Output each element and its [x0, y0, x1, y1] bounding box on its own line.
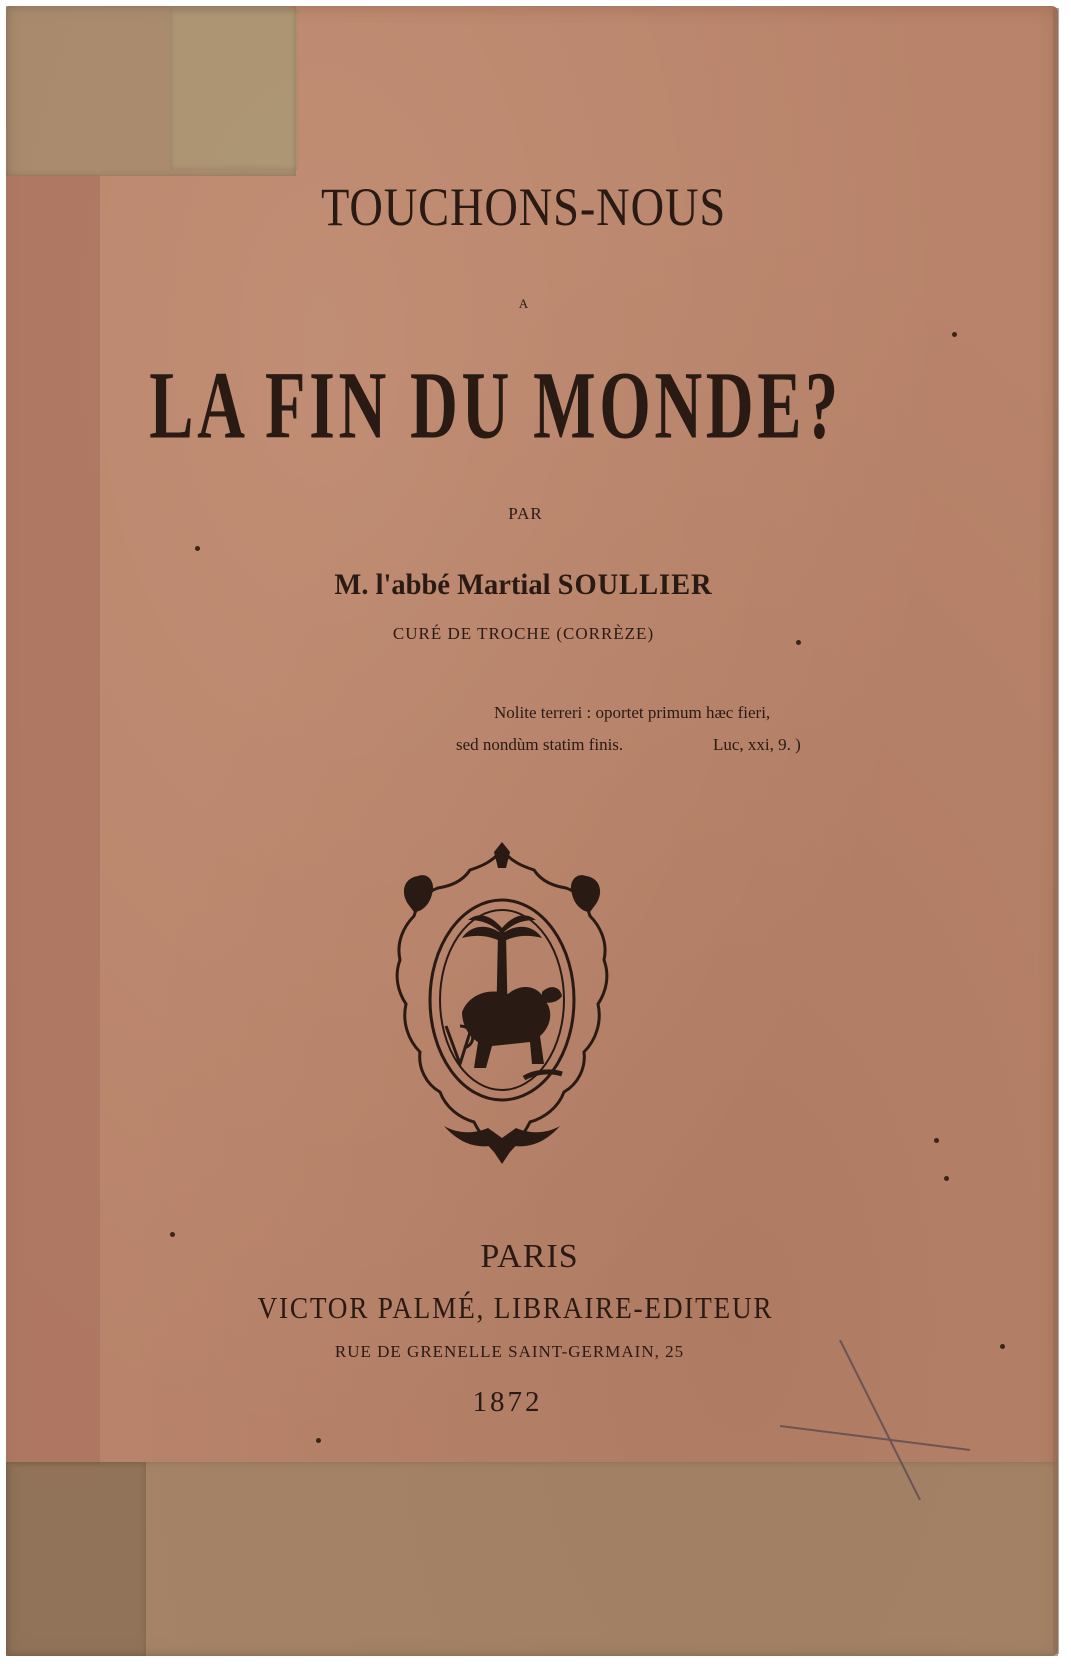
author-role: CURÉ DE TROCHE (CORRÈZE) [392, 624, 655, 643]
author-prefix: M. l'abbé Martial [334, 568, 551, 601]
author-name [15, 568, 1032, 602]
speck [934, 1138, 939, 1143]
epigraph-reference: Luc, xxi, 9. ) [713, 735, 801, 754]
publication-year: 1872 [472, 1386, 543, 1418]
epigraph-line-1: Nolite terreri : oportet primum hæc fieri, [494, 703, 771, 722]
speck [796, 640, 801, 645]
title-main: LA FIN DU MONDE? [149, 351, 842, 459]
speck [170, 1232, 175, 1237]
page-edge [1053, 8, 1059, 1654]
speck [952, 332, 957, 337]
tape-bottom-left [6, 1462, 146, 1656]
speck [1000, 1344, 1005, 1349]
title-top: TOUCHONS-NOUS [320, 177, 727, 237]
epigraph-line-2: sed nondùm statim finis. [456, 735, 624, 754]
publisher-name: VICTOR PALMÉ, LIBRAIRE-EDITEUR [257, 1290, 774, 1325]
author-surname: SOULLIER [557, 568, 713, 601]
publisher-crest-icon [374, 842, 630, 1172]
by-label: PAR [508, 504, 543, 523]
publication-city: PARIS [480, 1238, 579, 1275]
speck [316, 1438, 321, 1443]
pencil-cross-mark-icon [780, 1340, 980, 1500]
publisher-address: RUE DE GRENELLE SAINT-GERMAIN, 25 [334, 1342, 685, 1361]
tape-top-left-light [170, 10, 298, 170]
speck [944, 1176, 949, 1181]
speck [195, 546, 200, 551]
title-connector: A [518, 296, 529, 311]
